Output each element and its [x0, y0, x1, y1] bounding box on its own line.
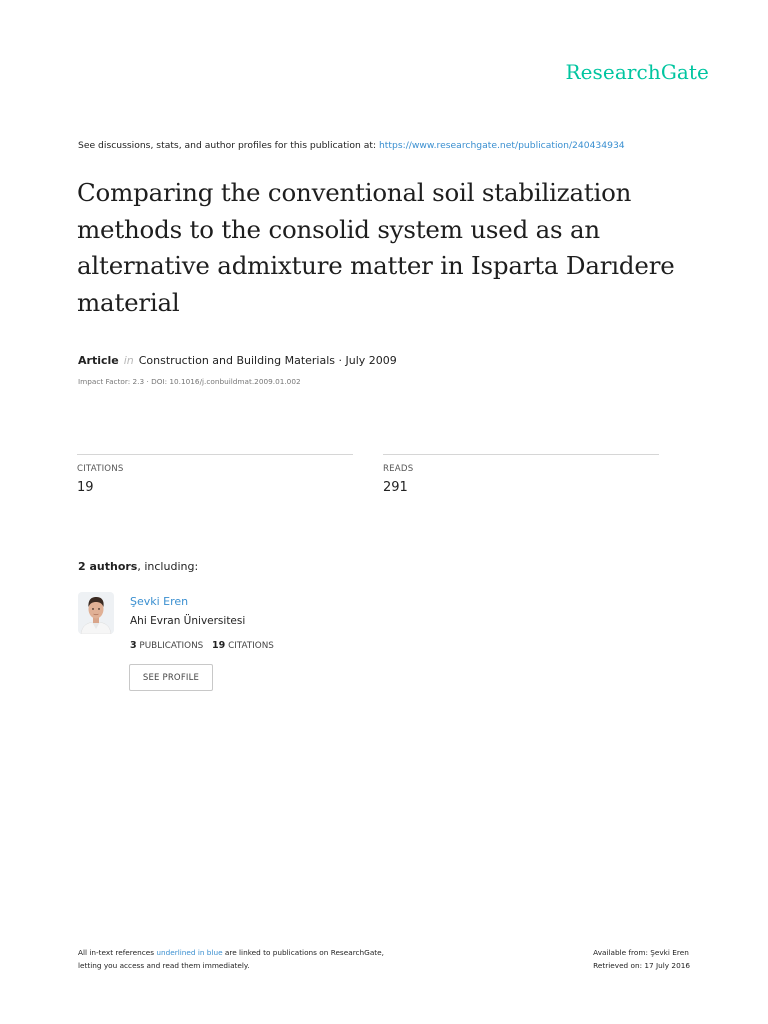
avatar-photo-icon	[78, 592, 114, 634]
authors-heading	[78, 560, 198, 573]
publication-type: Article	[78, 354, 119, 367]
author-citations-count: 19	[212, 640, 226, 651]
in-word: in	[123, 354, 134, 367]
researchgate-logo[interactable]: ResearchGate	[565, 60, 709, 84]
discussion-line	[78, 140, 625, 151]
publication-venue: Construction and Building Materials · July 2009	[138, 354, 397, 367]
reads-value: 291	[383, 480, 408, 495]
see-profile-button[interactable]: SEE PROFILE	[129, 664, 213, 691]
footer-note-line2: letting you access and read them immediately.	[78, 961, 250, 970]
authors-count: 2 authors	[78, 560, 138, 573]
citations-stat	[77, 454, 353, 495]
publication-title: Comparing the conventional soil stabilization methods to the consolid system used as an alternative admixture matter in Isparta Darıdere material	[77, 178, 675, 317]
citations-label: CITATIONS	[77, 464, 124, 474]
authors-suffix: , including:	[137, 560, 199, 573]
retrieved-on: Retrieved on: 17 July 2016	[593, 961, 690, 970]
author-avatar[interactable]	[78, 592, 114, 634]
footer-availability	[593, 946, 690, 972]
publication-url-link[interactable]: https://www.researchgate.net/publication/240434934	[378, 140, 625, 151]
citations-value: 19	[77, 480, 94, 495]
author-institution: Ahi Evran Üniversitesi	[130, 615, 246, 627]
author-publications-label: PUBLICATIONS	[139, 641, 204, 651]
discussion-prefix: See discussions, stats, and author profiles for this publication at:	[78, 140, 379, 151]
publication-meta	[78, 354, 397, 367]
available-from: Available from: Şevki Eren	[593, 948, 689, 957]
footer-note-pre: All in-text references	[78, 948, 157, 957]
reads-stat	[383, 454, 659, 495]
author-stats	[130, 640, 274, 651]
footer-note-link: underlined in blue	[156, 948, 223, 957]
author-citations-label: CITATIONS	[228, 641, 274, 651]
author-publications-count: 3	[130, 640, 137, 651]
footer-note-post: are linked to publications on ResearchGate,	[222, 948, 384, 957]
author-name-link[interactable]: Şevki Eren	[130, 595, 189, 608]
publication-identifiers: Impact Factor: 2.3 · DOI: 10.1016/j.conbuildmat.2009.01.002	[78, 377, 301, 386]
reads-label: READS	[383, 464, 414, 474]
footer-note	[78, 946, 384, 972]
